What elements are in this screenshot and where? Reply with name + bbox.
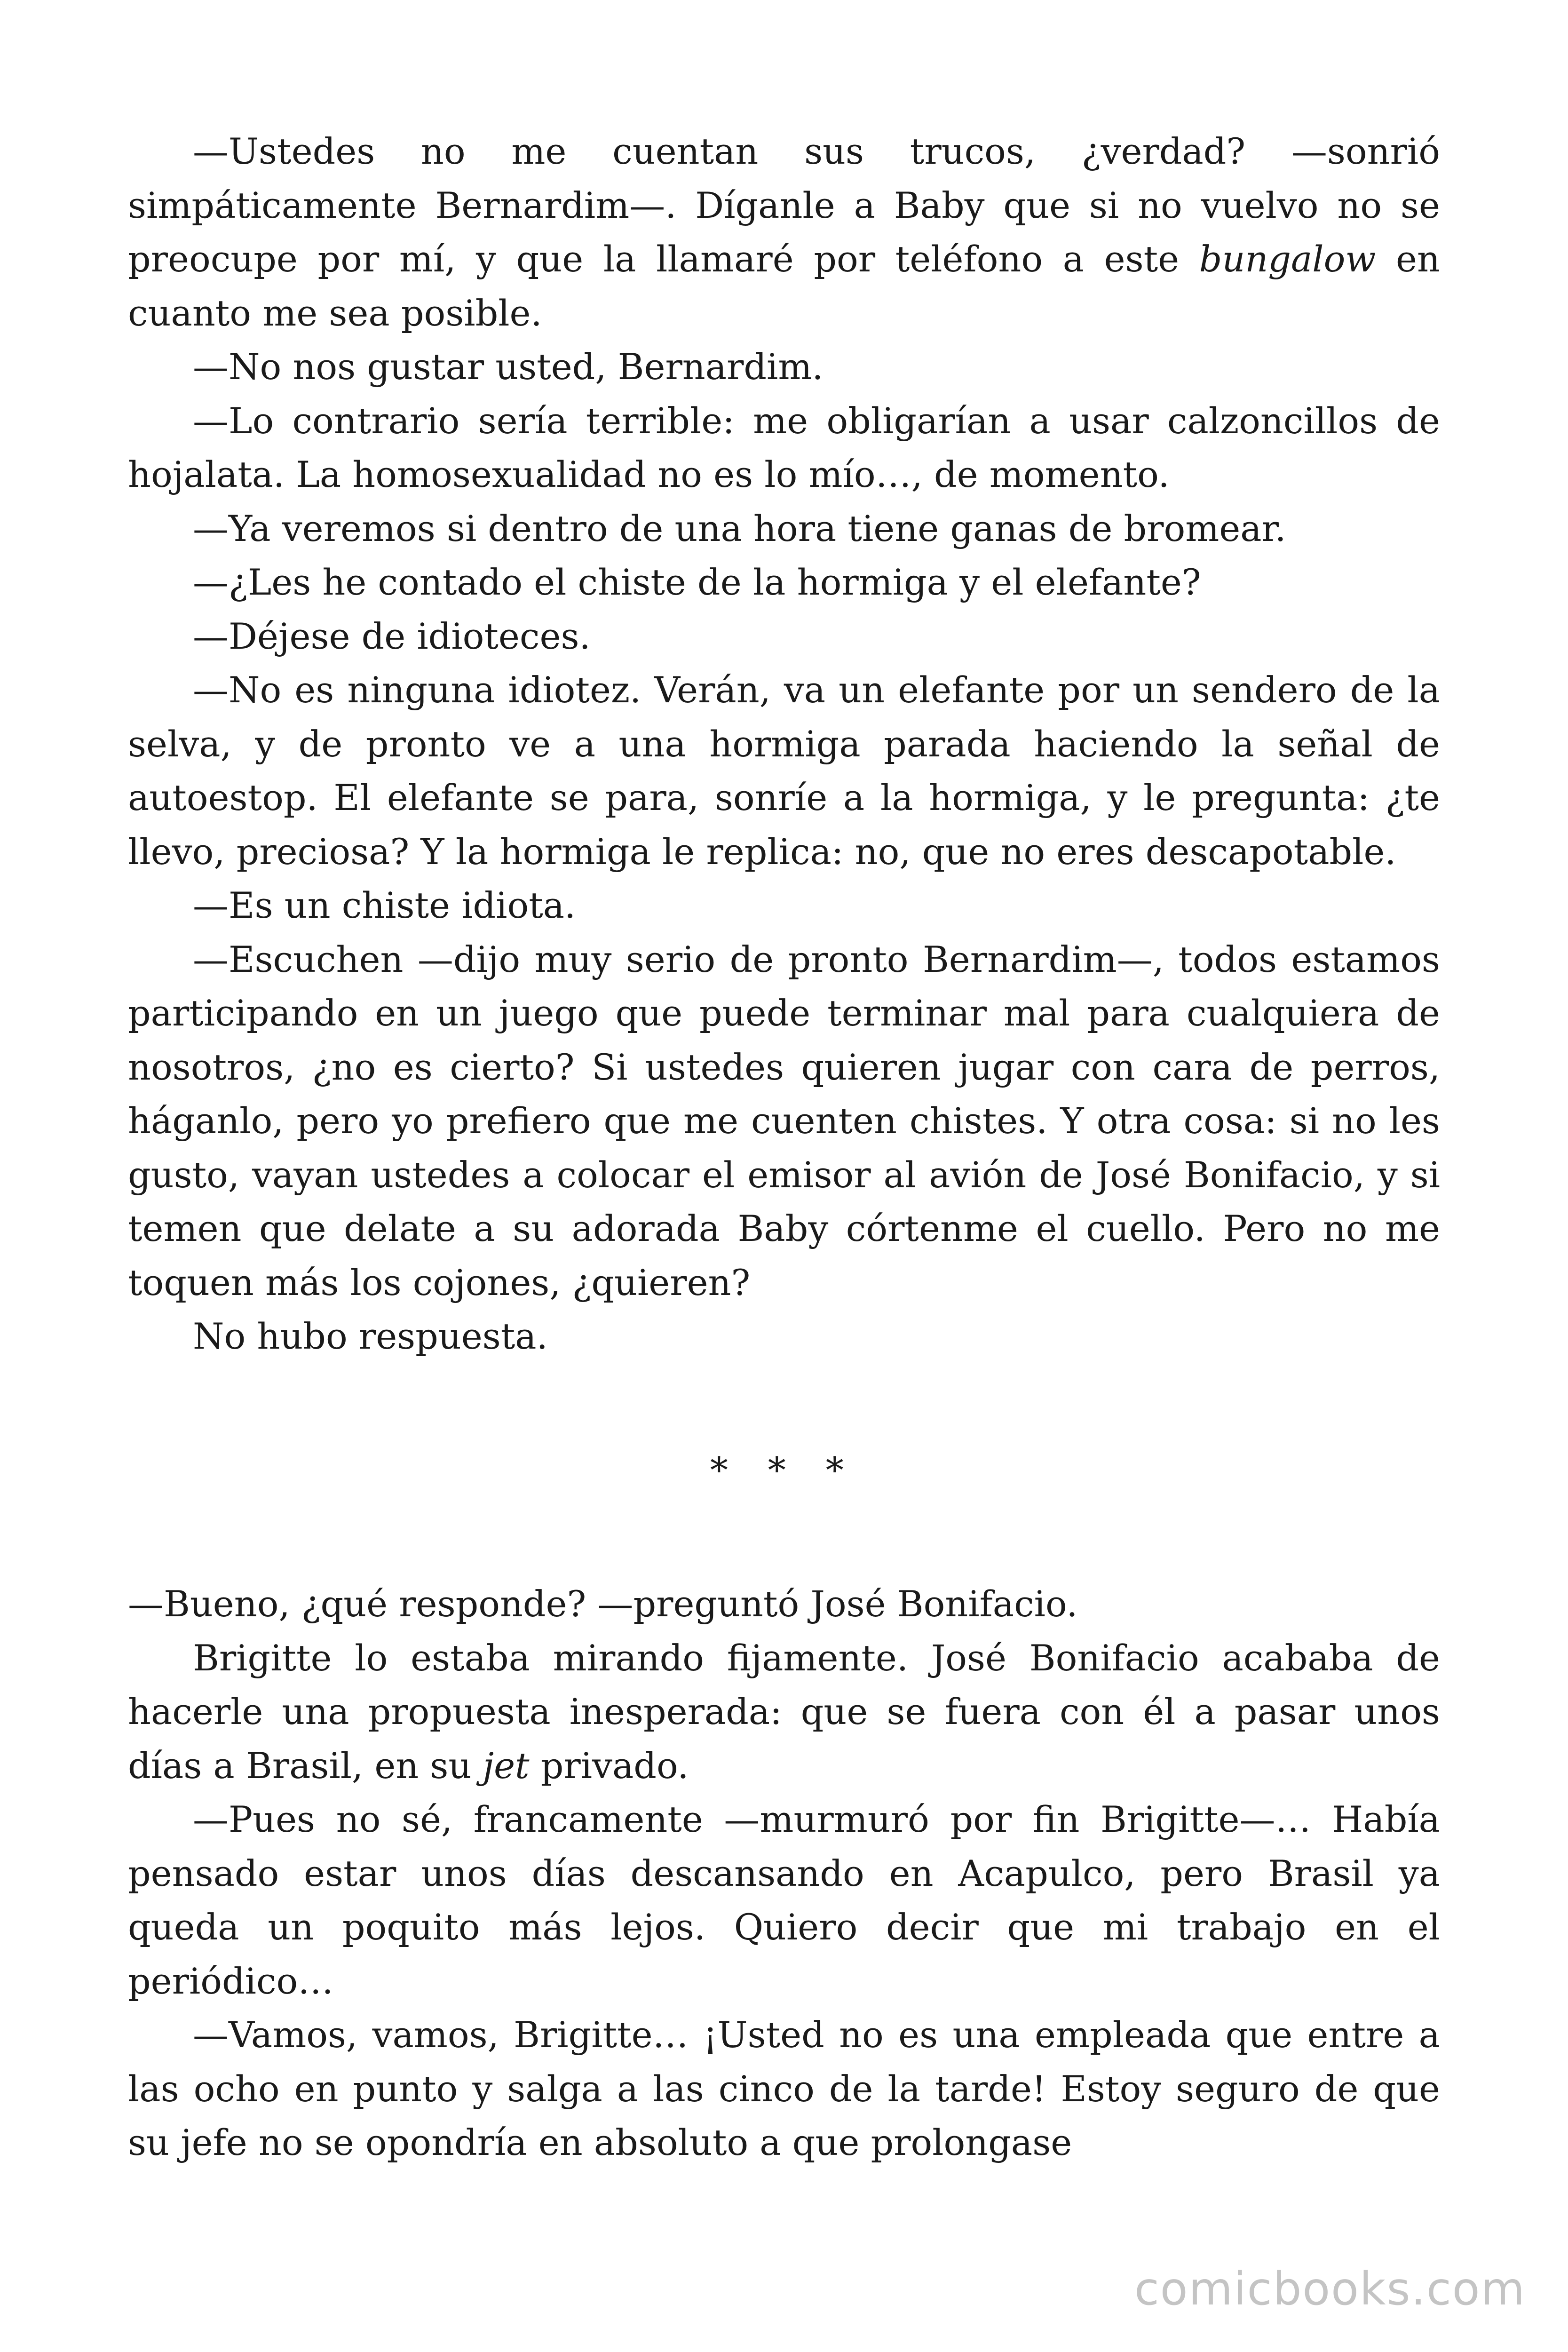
paragraph [128,1793,1440,2008]
text-run: —Ustedes no me cuentan sus trucos, ¿verdad? —sonrió simpáticamente Bernardim—. Díganle a Baby que si no vuelvo no se preocupe por mí, y que la llamaré por teléfono a este [128,130,1440,280]
text-run: en cuanto me sea posible. [128,238,1440,334]
paragraph [128,1631,1440,1793]
text-run: —No nos gustar usted, Bernardim. [193,346,824,388]
watermark-logo: comicbooks.com [1134,2263,1526,2315]
paragraph [128,556,1440,610]
section-1 [128,125,1440,1364]
italic-text: jet [483,1744,530,1787]
text-run: —No es ninguna idiotez. Verán, va un elefante por un sendero de la selva, y de pronto ve a una hormiga parada haciendo la señal de autoestop. El elefante se para, sonríe a la hormiga, y le pregunta: ¿te llevo, preciosa? Y la hormiga le replica: no, que no eres descapotable. [128,669,1440,873]
text-run: —Pues no sé, francamente —murmuró por fin Brigitte—… Había pensado estar unos días descansando en Acapulco, pero Brasil ya queda un poquito más lejos. Quiero decir que mi trabajo en el periódico… [128,1798,1440,2002]
text-run: —Ya veremos si dentro de una hora tiene ganas de bromear. [193,507,1286,549]
text-run: —Vamos, vamos, Brigitte… ¡Usted no es una empleada que entre a las ocho en punto y salga a las cinco de la tarde! Estoy seguro de que su jefe no se opondría en absoluto a que prolongase [128,2014,1440,2163]
paragraph [128,502,1440,556]
paragraph [128,879,1440,933]
paragraph [128,1310,1440,1364]
text-run: —Es un chiste idiota. [193,884,576,926]
paragraph [128,125,1440,340]
text-run: No hubo respuesta. [193,1315,548,1357]
scene-separator: * * * [710,1449,858,1491]
italic-text: bungalow [1199,238,1376,280]
text-run: Brigitte lo estaba mirando fijamente. José Bonifacio acababa de hacerle una propuesta inesperada: que se fuera con él a pasar unos días a Brasil, en su [128,1637,1440,1787]
paragraph [128,2008,1440,2170]
paragraph [128,394,1440,502]
text-run: privado. [529,1744,689,1787]
text-run: —Bueno, ¿qué responde? —preguntó José Bonifacio. [128,1583,1078,1625]
paragraph [128,610,1440,664]
text-run: —Déjese de idioteces. [193,615,591,657]
paragraph [128,933,1440,1310]
paragraph [128,1577,1440,1631]
text-run: —¿Les he contado el chiste de la hormiga y el elefante? [193,561,1201,603]
text-run: —Lo contrario sería terrible: me obligarían a usar calzoncillos de hojalata. La homosexualidad no es lo mío…, de momento. [128,399,1440,495]
text-run: —Escuchen —dijo muy serio de pronto Bernardim—, todos estamos participando en un juego que puede terminar mal para cualquiera de nosotros, ¿no es cierto? Si ustedes quieren jugar con cara de perros, háganlo, pero yo prefiero que me cuenten chistes. Y otra cosa: si no les gusto, vayan ustedes a colocar el emisor al avión de José Bonifacio, y si temen que delate a su adorada Baby córtenme el cuello. Pero no me toquen más los cojones, ¿quieren? [128,938,1440,1303]
section-2 [128,1577,1440,2170]
paragraph [128,340,1440,394]
paragraph [128,663,1440,879]
page-body [128,125,1440,2170]
